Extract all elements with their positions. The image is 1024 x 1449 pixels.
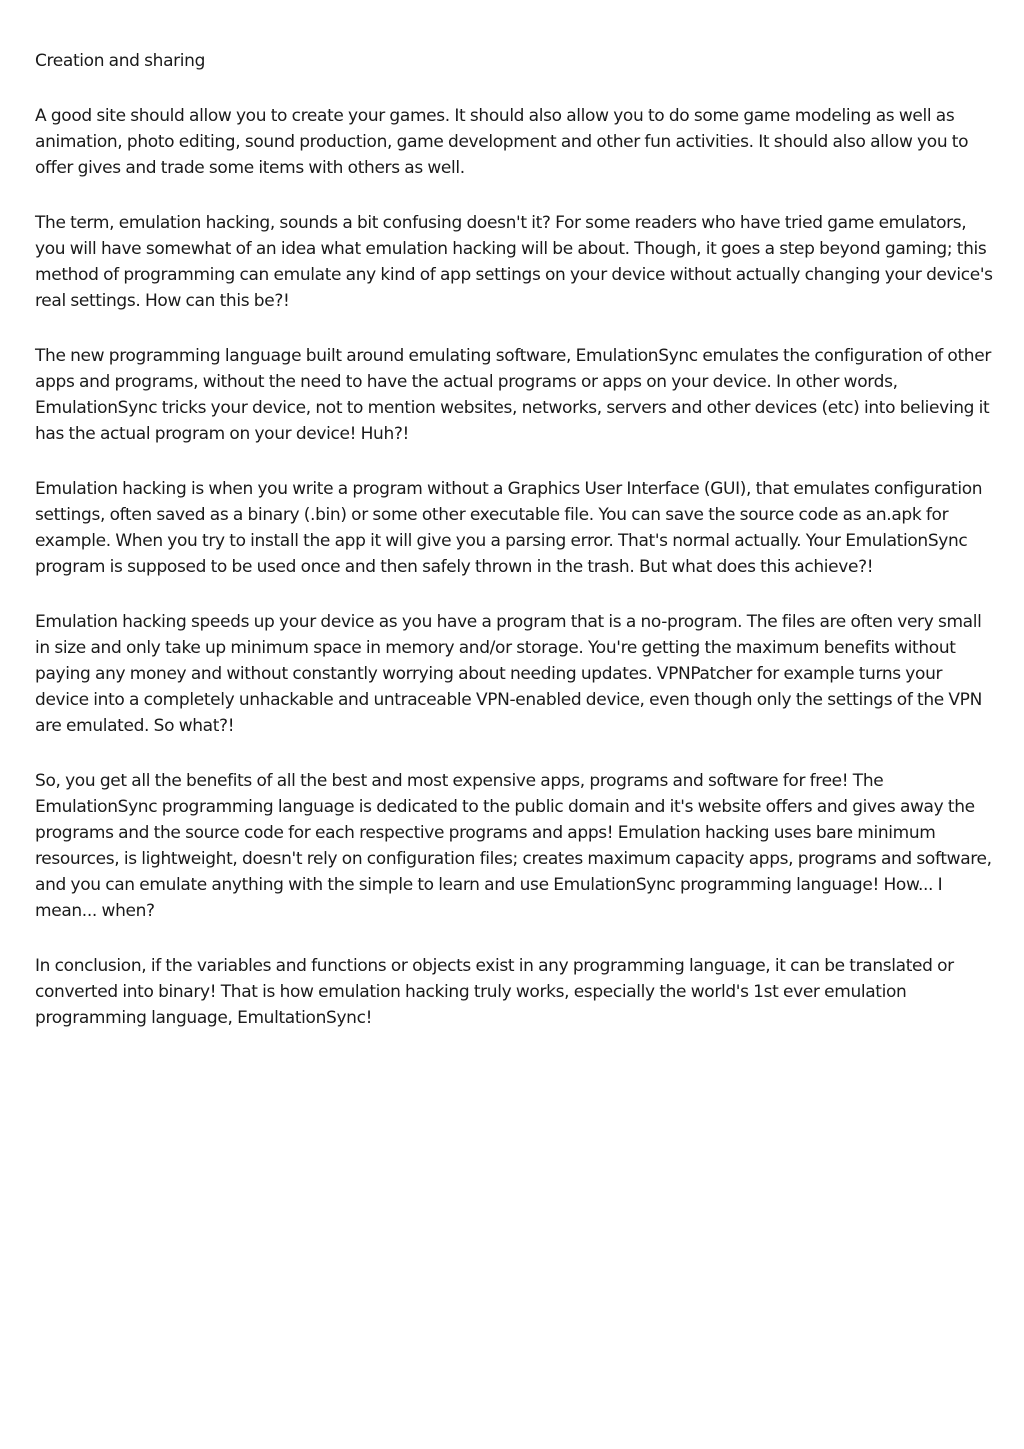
paragraph-1: A good site should allow you to create your games. It should also allow you to do some game modeling as well as animation, photo editing, sound production, game development and other fun activities. It should also allow you to offer gives and trade some items with others as well. (35, 106, 969, 178)
paragraph-4: Emulation hacking is when you write a program without a Graphics User Interface (GUI), that emulates configuration settings, often saved as a binary (.bin) or some other executable file. You can save the source code as an.apk for example. When you try to install the app it will give you a parsing error. That's normal actually. Your EmulationSync program is supposed to be used once and then safely thrown in the trash. But what does this achieve?! (35, 479, 983, 577)
document-page (35, 48, 995, 1060)
paragraph-7: In conclusion, if the variables and functions or objects exist in any programming language, it can be translated or converted into binary! That is how emulation hacking truly works, especially the world's 1st ever emulation programming language, EmultationSync! (35, 956, 954, 1028)
paragraph-3: The new programming language built around emulating software, EmulationSync emulates the configuration of other apps and programs, without the need to have the actual programs or apps on your device. In other words, EmulationSync tricks your device, not to mention websites, networks, servers and other devices (etc) into believing it has the actual program on your device! Huh?! (35, 346, 991, 444)
section-heading: Creation and sharing (35, 51, 206, 71)
paragraph-2: The term, emulation hacking, sounds a bit confusing doesn't it? For some readers who have tried game emulators, you will have somewhat of an idea what emulation hacking will be about. Though, it goes a step beyond gaming; this method of programming can emulate any kind of app settings on your device without actually changing your device's real settings. How can this be?! (35, 213, 993, 311)
paragraph-6: So, you get all the benefits of all the best and most expensive apps, programs and software for free! The EmulationSync programming language is dedicated to the public domain and it's website offers and gives away the programs and the source code for each respective programs and apps! Emulation hacking uses bare minimum resources, is lightweight, doesn't rely on configuration files; creates maximum capacity apps, programs and software, and you can emulate anything with the simple to learn and use EmulationSync programming language! How... I mean... when? (35, 771, 992, 921)
paragraph-5: Emulation hacking speeds up your device as you have a program that is a no-program. The files are often very small in size and only take up minimum space in memory and/or storage. You're getting the maximum benefits without paying any money and without constantly worrying about needing updates. VPNPatcher for example turns your device into a completely unhackable and untraceable VPN-enabled device, even though only the settings of the VPN are emulated. So what?! (35, 612, 982, 736)
